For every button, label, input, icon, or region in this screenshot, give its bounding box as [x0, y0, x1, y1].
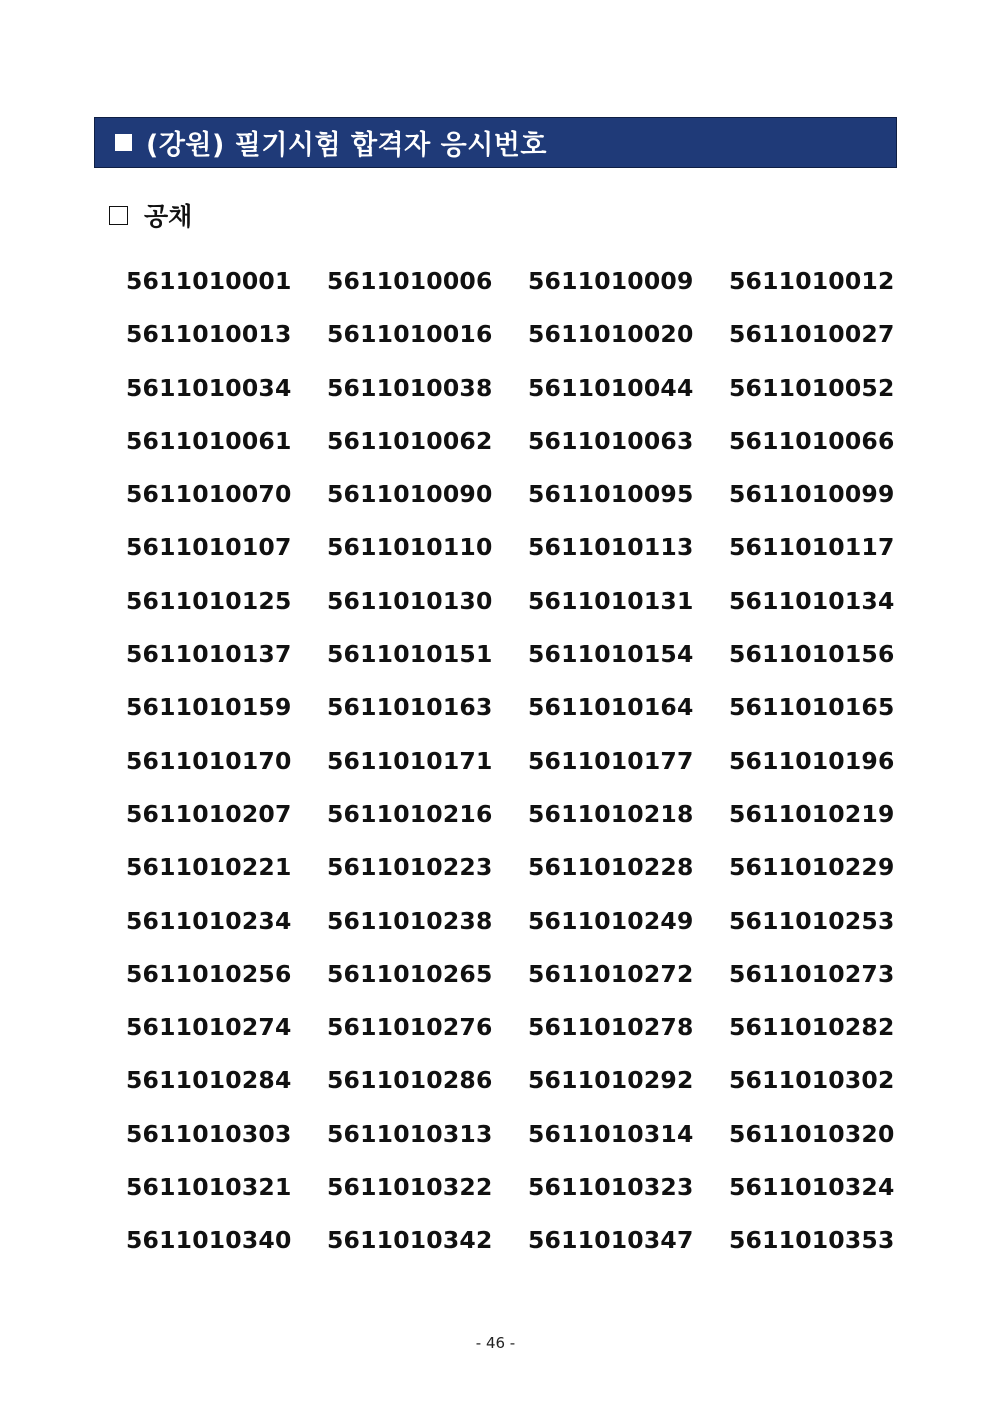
exam-number: 5611010110: [327, 533, 493, 562]
subsection-label: 공채: [144, 202, 193, 231]
exam-number: 5611010159: [126, 693, 292, 722]
exam-number: 5611010125: [126, 586, 292, 615]
exam-number: 5611010228: [528, 853, 694, 882]
exam-number: 5611010099: [729, 480, 895, 509]
exam-number: 5611010044: [528, 373, 694, 402]
exam-number: 5611010302: [729, 1066, 895, 1095]
exam-number: 5611010063: [528, 426, 694, 455]
exam-number: 5611010062: [327, 426, 493, 455]
exam-number: 5611010265: [327, 959, 493, 988]
exam-number: 5611010113: [528, 533, 694, 562]
exam-number: 5611010134: [729, 586, 895, 615]
exam-number: 5611010066: [729, 426, 895, 455]
exam-number: 5611010052: [729, 373, 895, 402]
subsection-heading: [109, 198, 192, 232]
exam-number: 5611010156: [729, 640, 895, 669]
exam-number: 5611010163: [327, 693, 493, 722]
exam-number: 5611010170: [126, 746, 292, 775]
exam-number: 5611010284: [126, 1066, 292, 1095]
exam-number: 5611010117: [729, 533, 895, 562]
exam-number: 5611010313: [327, 1119, 493, 1148]
exam-number: 5611010151: [327, 640, 493, 669]
exam-number: 5611010012: [729, 267, 895, 295]
exam-number: 5611010342: [327, 1226, 493, 1255]
exam-number: 5611010027: [729, 320, 895, 349]
exam-number: 5611010218: [528, 799, 694, 828]
exam-number: 5611010020: [528, 320, 694, 349]
exam-number: 5611010207: [126, 799, 292, 828]
exam-number: 5611010322: [327, 1173, 493, 1202]
exam-number: 5611010171: [327, 746, 493, 775]
exam-number: 5611010223: [327, 853, 493, 882]
exam-number: 5611010131: [528, 586, 694, 615]
exam-number: 5611010323: [528, 1173, 694, 1202]
exam-number: 5611010038: [327, 373, 493, 402]
exam-number: 5611010090: [327, 480, 493, 509]
exam-number: 5611010070: [126, 480, 292, 509]
exam-number: 5611010340: [126, 1226, 292, 1255]
exam-number: 5611010164: [528, 693, 694, 722]
exam-number: 5611010196: [729, 746, 895, 775]
exam-number: 5611010009: [528, 267, 694, 295]
exam-number: 5611010278: [528, 1013, 694, 1042]
exam-number: 5611010320: [729, 1119, 895, 1148]
exam-number: 5611010216: [327, 799, 493, 828]
exam-number: 5611010034: [126, 373, 292, 402]
exam-number: 5611010256: [126, 959, 292, 988]
exam-number: 5611010274: [126, 1013, 292, 1042]
exam-number: 5611010314: [528, 1119, 694, 1148]
exam-number: 5611010347: [528, 1226, 694, 1255]
exam-number: 5611010353: [729, 1226, 895, 1255]
exam-number: 5611010001: [126, 267, 292, 295]
exam-number: 5611010276: [327, 1013, 493, 1042]
exam-number: 5611010154: [528, 640, 694, 669]
exam-number: 5611010219: [729, 799, 895, 828]
exam-number: 5611010272: [528, 959, 694, 988]
exam-number: 5611010221: [126, 853, 292, 882]
exam-number: 5611010107: [126, 533, 292, 562]
empty-square-icon: [109, 206, 128, 225]
exam-number: 5611010282: [729, 1013, 895, 1042]
exam-number: 5611010321: [126, 1173, 292, 1202]
exam-number: 5611010229: [729, 853, 895, 882]
exam-number: 5611010286: [327, 1066, 493, 1095]
exam-number: 5611010177: [528, 746, 694, 775]
exam-number: 5611010095: [528, 480, 694, 509]
exam-number: 5611010006: [327, 267, 493, 295]
exam-number: 5611010253: [729, 906, 895, 935]
exam-number-grid: [126, 262, 895, 1275]
section-title: (강원) 필기시험 합격자 응시번호: [146, 130, 547, 161]
exam-number: 5611010324: [729, 1173, 895, 1202]
exam-number: 5611010249: [528, 906, 694, 935]
page-number: - 46 -: [475, 1334, 516, 1352]
exam-number: 5611010061: [126, 426, 292, 455]
exam-number: 5611010165: [729, 693, 895, 722]
exam-number: 5611010292: [528, 1066, 694, 1095]
exam-number: 5611010016: [327, 320, 493, 349]
exam-number: 5611010303: [126, 1119, 292, 1148]
exam-number: 5611010234: [126, 906, 292, 935]
exam-number: 5611010273: [729, 959, 895, 988]
exam-number: 5611010013: [126, 320, 292, 349]
filled-square-icon: [115, 134, 132, 151]
section-title-bar: [94, 117, 897, 168]
exam-number: 5611010130: [327, 586, 493, 615]
exam-number: 5611010238: [327, 906, 493, 935]
exam-number: 5611010137: [126, 640, 292, 669]
